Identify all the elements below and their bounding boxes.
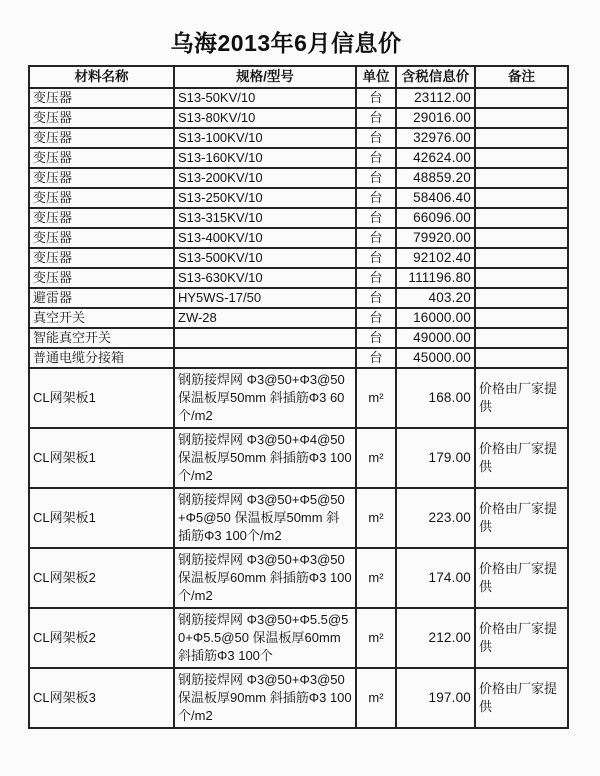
cell-material: 变压器 xyxy=(29,228,174,248)
cell-material: 变压器 xyxy=(29,108,174,128)
cell-spec: S13-250KV/10 xyxy=(174,188,356,208)
cell-note xyxy=(475,88,568,108)
col-header-price: 含税信息价 xyxy=(396,66,475,88)
cell-material: 变压器 xyxy=(29,248,174,268)
col-header-unit: 单位 xyxy=(356,66,396,88)
cell-unit: m² xyxy=(356,428,396,488)
cell-unit: 台 xyxy=(356,268,396,288)
cell-material: 变压器 xyxy=(29,268,174,288)
cell-unit: 台 xyxy=(356,168,396,188)
table-row xyxy=(29,308,568,328)
cell-material: 避雷器 xyxy=(29,288,174,308)
cell-spec: S13-400KV/10 xyxy=(174,228,356,248)
cell-price: 403.20 xyxy=(396,288,475,308)
cell-material: 普通电缆分接箱 xyxy=(29,348,174,368)
cell-note xyxy=(475,248,568,268)
cell-note: 价格由厂家提供 xyxy=(475,428,568,488)
cell-price: 49000.00 xyxy=(396,328,475,348)
cell-spec: ZW-28 xyxy=(174,308,356,328)
cell-price: 48859.20 xyxy=(396,168,475,188)
cell-material: 变压器 xyxy=(29,188,174,208)
cell-price: 212.00 xyxy=(396,608,475,668)
cell-spec: HY5WS-17/50 xyxy=(174,288,356,308)
cell-price: 79920.00 xyxy=(396,228,475,248)
cell-note xyxy=(475,228,568,248)
cell-unit: 台 xyxy=(356,148,396,168)
cell-note xyxy=(475,168,568,188)
cell-spec: 钢筋接焊网 Φ3@50+Φ3@50 保温板厚90mm 斜插筋Φ3 100个/m2 xyxy=(174,668,356,728)
table-row xyxy=(29,108,568,128)
table-row xyxy=(29,208,568,228)
cell-spec: 钢筋接焊网 Φ3@50+Φ5@50+Φ5@50 保温板厚50mm 斜插筋Φ3 100个/m2 xyxy=(174,488,356,548)
cell-price: 45000.00 xyxy=(396,348,475,368)
cell-note xyxy=(475,348,568,368)
cell-spec: S13-160KV/10 xyxy=(174,148,356,168)
cell-price: 197.00 xyxy=(396,668,475,728)
cell-price: 179.00 xyxy=(396,428,475,488)
table-row xyxy=(29,368,568,428)
cell-note: 价格由厂家提供 xyxy=(475,608,568,668)
col-header-note: 备注 xyxy=(475,66,568,88)
cell-material: CL网架板1 xyxy=(29,488,174,548)
cell-price: 111196.80 xyxy=(396,268,475,288)
table-row xyxy=(29,668,568,728)
cell-price: 29016.00 xyxy=(396,108,475,128)
cell-unit: 台 xyxy=(356,228,396,248)
cell-note xyxy=(475,288,568,308)
table-row xyxy=(29,328,568,348)
cell-note xyxy=(475,188,568,208)
table-row xyxy=(29,608,568,668)
cell-unit: m² xyxy=(356,668,396,728)
page-title: 乌海2013年6月信息价 xyxy=(170,30,402,56)
cell-unit: m² xyxy=(356,548,396,608)
cell-note xyxy=(475,128,568,148)
cell-price: 174.00 xyxy=(396,548,475,608)
cell-unit: 台 xyxy=(356,128,396,148)
table-row xyxy=(29,228,568,248)
price-table xyxy=(28,65,569,729)
cell-price: 223.00 xyxy=(396,488,475,548)
table-row xyxy=(29,268,568,288)
cell-spec: S13-200KV/10 xyxy=(174,168,356,188)
cell-spec xyxy=(174,348,356,368)
cell-note xyxy=(475,108,568,128)
cell-unit: 台 xyxy=(356,308,396,328)
cell-note xyxy=(475,328,568,348)
table-row xyxy=(29,248,568,268)
cell-material: 变压器 xyxy=(29,128,174,148)
cell-unit: 台 xyxy=(356,208,396,228)
cell-unit: 台 xyxy=(356,108,396,128)
cell-spec: S13-315KV/10 xyxy=(174,208,356,228)
cell-material: 变压器 xyxy=(29,168,174,188)
cell-unit: 台 xyxy=(356,348,396,368)
table-row xyxy=(29,288,568,308)
cell-unit: 台 xyxy=(356,288,396,308)
cell-note xyxy=(475,208,568,228)
cell-unit: 台 xyxy=(356,88,396,108)
cell-material: 变压器 xyxy=(29,208,174,228)
cell-spec: S13-100KV/10 xyxy=(174,128,356,148)
table-row xyxy=(29,128,568,148)
cell-material: 智能真空开关 xyxy=(29,328,174,348)
cell-material: CL网架板1 xyxy=(29,368,174,428)
cell-note xyxy=(475,268,568,288)
cell-spec: S13-50KV/10 xyxy=(174,88,356,108)
cell-spec: S13-80KV/10 xyxy=(174,108,356,128)
cell-price: 168.00 xyxy=(396,368,475,428)
table-body xyxy=(29,88,568,728)
table-row xyxy=(29,488,568,548)
table-row xyxy=(29,428,568,488)
table-row xyxy=(29,168,568,188)
cell-price: 16000.00 xyxy=(396,308,475,328)
cell-material: 变压器 xyxy=(29,148,174,168)
table-row xyxy=(29,188,568,208)
cell-note xyxy=(475,308,568,328)
cell-note xyxy=(475,148,568,168)
cell-unit: m² xyxy=(356,368,396,428)
cell-note: 价格由厂家提供 xyxy=(475,368,568,428)
col-header-spec: 规格/型号 xyxy=(174,66,356,88)
cell-unit: 台 xyxy=(356,188,396,208)
table-row xyxy=(29,548,568,608)
cell-price: 92102.40 xyxy=(396,248,475,268)
table-header-row xyxy=(29,66,568,88)
cell-unit: m² xyxy=(356,488,396,548)
cell-spec: S13-630KV/10 xyxy=(174,268,356,288)
table-row xyxy=(29,148,568,168)
cell-note: 价格由厂家提供 xyxy=(475,668,568,728)
cell-material: 真空开关 xyxy=(29,308,174,328)
cell-spec: S13-500KV/10 xyxy=(174,248,356,268)
cell-spec: 钢筋接焊网 Φ3@50+Φ5.5@50+Φ5.5@50 保温板厚60mm 斜插筋Φ3 100个 xyxy=(174,608,356,668)
cell-note: 价格由厂家提供 xyxy=(475,488,568,548)
table-row xyxy=(29,348,568,368)
cell-spec: 钢筋接焊网 Φ3@50+Φ3@50 保温板厚60mm 斜插筋Φ3 100个/m2 xyxy=(174,548,356,608)
cell-spec: 钢筋接焊网 Φ3@50+Φ4@50 保温板厚50mm 斜插筋Φ3 100个/m2 xyxy=(174,428,356,488)
cell-price: 23112.00 xyxy=(396,88,475,108)
cell-material: CL网架板1 xyxy=(29,428,174,488)
col-header-material: 材料名称 xyxy=(29,66,174,88)
cell-unit: 台 xyxy=(356,248,396,268)
cell-price: 42624.00 xyxy=(396,148,475,168)
cell-price: 66096.00 xyxy=(396,208,475,228)
cell-unit: m² xyxy=(356,608,396,668)
cell-note: 价格由厂家提供 xyxy=(475,548,568,608)
cell-price: 58406.40 xyxy=(396,188,475,208)
cell-material: CL网架板3 xyxy=(29,668,174,728)
cell-material: CL网架板2 xyxy=(29,608,174,668)
cell-price: 32976.00 xyxy=(396,128,475,148)
cell-spec: 钢筋接焊网 Φ3@50+Φ3@50 保温板厚50mm 斜插筋Φ3 60个/m2 xyxy=(174,368,356,428)
cell-spec xyxy=(174,328,356,348)
cell-material: 变压器 xyxy=(29,88,174,108)
cell-unit: 台 xyxy=(356,328,396,348)
table-row xyxy=(29,88,568,108)
cell-material: CL网架板2 xyxy=(29,548,174,608)
